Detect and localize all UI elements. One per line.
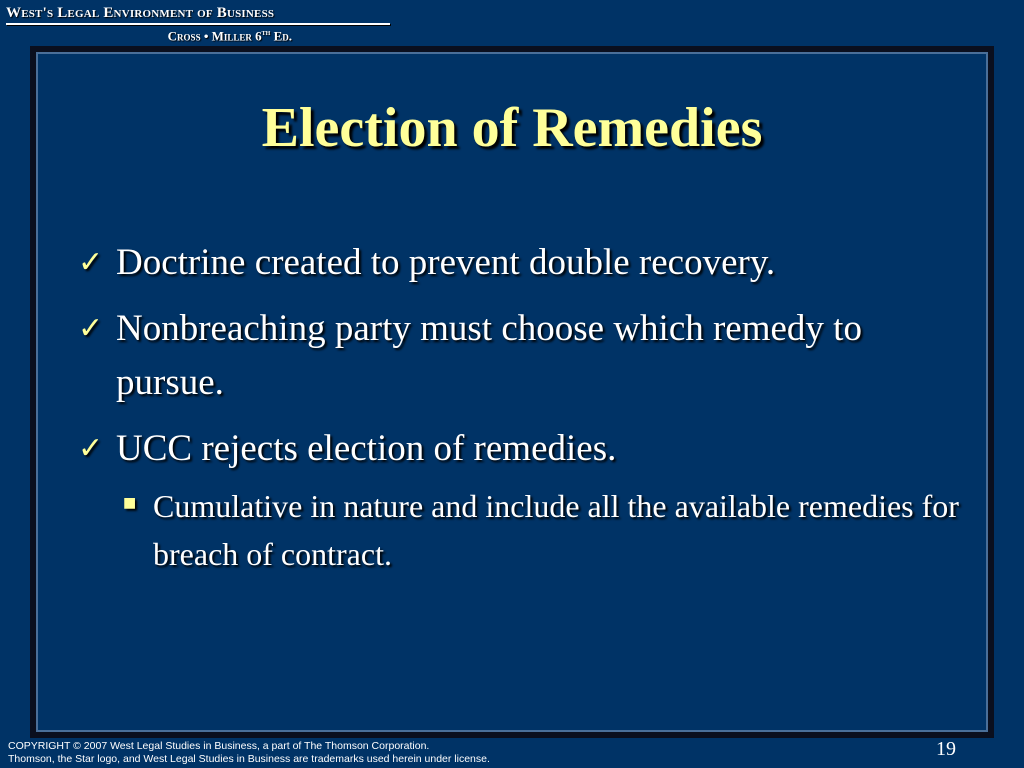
header-rule [6, 23, 390, 25]
bullet-text: Nonbreaching party must choose which remedy to pursue. [116, 308, 862, 403]
bullet-text: Doctrine created to prevent double recovery. [116, 242, 776, 283]
square-bullet-icon: ■ [123, 495, 137, 511]
bullet-item [78, 236, 968, 290]
copyright-line: COPYRIGHT © 2007 West Legal Studies in Business, a part of The Thomson Corporation. [8, 740, 430, 752]
checkmark-icon: ✓ [78, 311, 104, 346]
slide-title: Election of Remedies [261, 97, 763, 159]
sub-bullet-text: Cumulative in nature and include all the available remedies for breach of contract. [153, 488, 959, 572]
checkmark-icon: ✓ [78, 431, 104, 466]
book-header [6, 5, 390, 44]
slide-frame [30, 46, 994, 738]
bullet-item [78, 302, 968, 410]
sub-bullet-item [123, 482, 968, 578]
bullet-text: UCC rejects election of remedies. [116, 428, 617, 469]
page-number: 19 [936, 738, 956, 760]
copyright-notice [8, 740, 490, 766]
slide-panel [36, 52, 988, 732]
book-edition-number: 6 [255, 28, 262, 44]
book-title: West's Legal Environment of Business [6, 5, 275, 21]
checkmark-icon: ✓ [78, 245, 104, 280]
bullet-list [78, 236, 968, 578]
book-edition-suffix: th [261, 27, 271, 37]
book-edition-label: Ed. [273, 28, 292, 44]
book-subtitle [6, 27, 390, 44]
bullet-item [78, 422, 968, 476]
book-authors: Cross • Miller [167, 28, 252, 44]
trademark-line: Thomson, the Star logo, and West Legal Studies in Business are trademarks used herein under license. [8, 753, 490, 765]
